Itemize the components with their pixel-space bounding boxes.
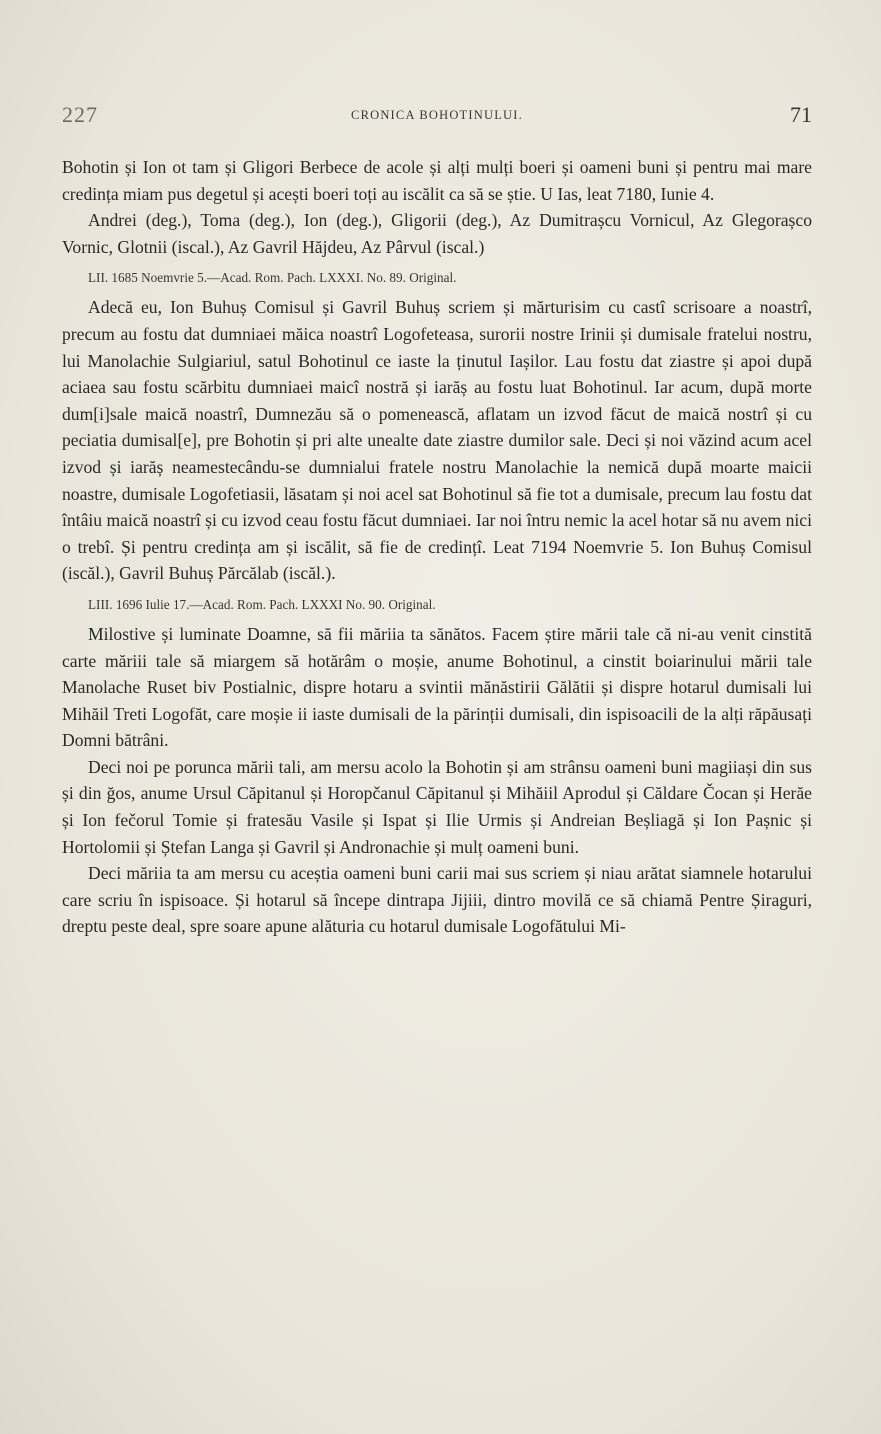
paragraph: Deci noi pe porunca mării tali, am mersu acolo la Bohotin și am strânsu oameni buni magiiași din sus și din ğos, anume Ursul Căpitanul și Horopčanul Căpitanul și Mihăiil Aprodul și Căldare Čocan și Herăe și Ion fečorul Tomie și fratesău Vasile și Ispat și Ilie Urmis și Andreian Beșliagă și Ion Pașnic și Hortolomii și Ștefan Langa și Gavril și Andronachie și mulț oameni buni. bbox=[62, 756, 812, 857]
running-title: CRONICA BOHOTINULUI. bbox=[351, 108, 523, 122]
document-source-heading: LIII. 1696 Iulie 17.—Acad. Rom. Pach. LXXXI No. 90. Original. bbox=[88, 596, 436, 612]
paragraph: Adecă eu, Ion Buhuș Comisul și Gavril Buhuș scriem și mărturisim cu castî scrisoare a noastrî, precum au fostu dat dumniaei măica noastrî Logofeteasa, surorii nostre Irinii și dumisale fratelui nostru, lui Manolachie Sulgiariul, satul Bohotinul ce iaste la ținutul Iașilor. Lau fostu dat ziastre și apoi după aciaea sau fostu scărbitu dumniaei maicî nostră și iarăș au fostu luat Bohotinul. Iar acum, după morte dum[i]sale maică noastrî, Dumnezău să o pomenească, aflatam un izvod făcut de maică nostrî și cu peciatia dumisal[e], pre Bohotin și pri alte unealte date ziastre dumilor sale. Deci și noi văzind acum acel izvod și iarăș neamestecându-se dumnialui fratele nostru Manolachie la nemică după moarte maicii noastre, dumisale Logofetiasii, lăsatam și noi acel sat Bohotinul să fie tot a dumisale, precum lau fostu dat întâiu maică noastrî și cu izvod ceau fostu făcut dumniaei. Iar noi întru nemic la acel hotar să nu avem nici o trebî. Și pentru credința am și iscălit, să fie de credințî. Leat 7194 Noemvrie 5. Ion Buhuș Comisul (iscăl.), Gavril Buhuș Părcălab (iscăl.). bbox=[62, 297, 812, 584]
page-number: 71 bbox=[790, 102, 812, 127]
paragraph: Milostive și luminate Doamne, să fii măriia ta sănătos. Facem știre mării tale că ni-au venit cinstită carte măriii tale să miargem să hotărâm o moșie, anume Bohotinul, a cinstit boiarinului mării tale Manolache Ruset biv Postialnic, dispre hotaru a svintii mănăstirii Gălătii și dispre hotarul dumisali lui Mihăil Treti Logofăt, care moșie ii iaste dumisali de la părinții dumisali, din ispisoacili de la alți răpăusați Domni bătrâni. bbox=[62, 623, 812, 751]
paragraph: Deci măriia ta am mersu cu aceștia oameni buni carii mai sus scriem și niau arătat siamnele hotarului care scriu în ispisoace. Și hotarul să începe dintrapa Jijiii, dintro movilă ce să chiamă Pentre Șiraguri, dreptu peste deal, spre soare apune alăturia cu hotarul dumisale Logofătului Mi- bbox=[62, 863, 812, 937]
signatures-paragraph: Andrei (deg.), Toma (deg.), Ion (deg.), Gligorii (deg.), Az Dumitrașcu Vornicul, Az Glegorașco Vornic, Glotnii (iscal.), Az Gavril Hăjdeu, Az Pârvul (iscal.) bbox=[62, 210, 812, 257]
body-text bbox=[62, 154, 812, 940]
page-header bbox=[62, 100, 812, 130]
original-page-number: 227 bbox=[62, 102, 98, 127]
paragraph: Bohotin și Ion ot tam și Gligori Berbece de acole și alți mulți boeri și oameni buni și pentru mai mare credința miam pus degetul și acești boeri toți au iscălit ca să se știe. U Ias, leat 7180, Iunie 4. bbox=[62, 157, 812, 204]
document-source-heading: LII. 1685 Noemvrie 5.—Acad. Rom. Pach. LXXXI. No. 89. Original. bbox=[88, 270, 457, 286]
